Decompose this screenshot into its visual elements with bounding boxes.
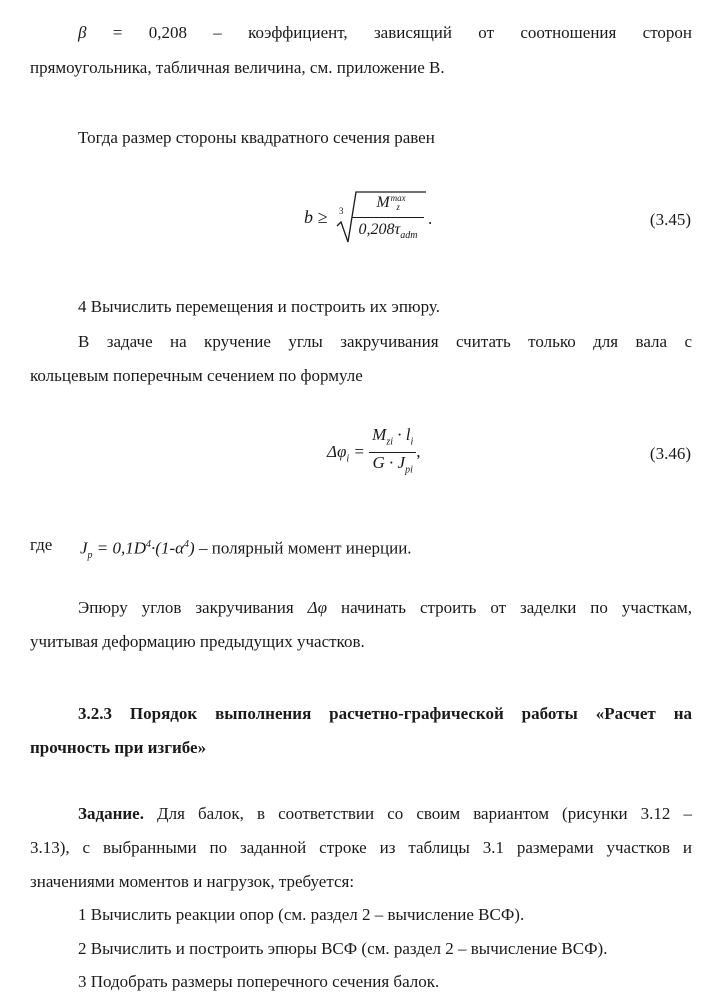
where-label: где: [30, 535, 53, 554]
moment-symbol: M: [372, 425, 387, 444]
list-item: 3 Подобрать размеры поперечного сечения балок.: [78, 972, 440, 991]
text-line: прямоугольника, табличная величина, см. приложение В.: [30, 58, 445, 77]
moment-symbol: M: [376, 194, 390, 211]
list-item: 1 Вычислить реакции опор (см. раздел 2 – вычисление ВСФ).: [78, 905, 525, 924]
equation-lhs: b ≥: [304, 207, 328, 227]
text-span: Эпюру углов закручивания: [78, 598, 308, 617]
equation-tail: .: [428, 209, 433, 228]
equation-tail: ,: [416, 441, 421, 461]
list-item: 2 Вычислить и построить эпюры ВСФ (см. раздел 2 – вычисление ВСФ).: [78, 939, 608, 958]
denominator-text: 0,208τ: [358, 221, 401, 238]
delta-phi: Δφ: [327, 441, 347, 461]
text-line: 3.13), с выбранными по заданной строке из таблицы 3.1 размерами участков и: [30, 838, 692, 857]
equation-number: (3.46): [649, 444, 691, 463]
superscript: max: [390, 193, 406, 203]
subscript: z: [396, 202, 400, 212]
fraction-numerator: [369, 426, 416, 453]
text-line: Тогда размер стороны квадратного сечения равен: [78, 128, 435, 147]
subscript: pi: [405, 464, 413, 476]
delta-phi-symbol: Δφ: [307, 598, 328, 617]
where-line: [30, 534, 692, 562]
text-line: кольцевым поперечным сечением по формуле: [30, 366, 363, 385]
fraction-denominator: [346, 221, 430, 241]
subscript: i: [410, 436, 414, 448]
text-span: Для балок, в соответствии со своим вариантом (рисунки 3.12 –: [143, 804, 692, 823]
equation-3-46: [327, 426, 421, 480]
text-line: 4 Вычислить перемещения и построить их эпюру.: [78, 297, 440, 316]
beta-symbol: β: [78, 23, 87, 42]
where-formula: [80, 534, 412, 567]
jp-symbol: J: [80, 538, 88, 558]
fraction: [369, 426, 416, 480]
formula-text: = 0,1D: [92, 538, 147, 558]
length-symbol: · l: [393, 425, 411, 444]
fraction-bar: [352, 217, 424, 218]
text-line: учитывая деформацию предыдущих участков.: [30, 632, 365, 651]
equation-number: (3.45): [649, 210, 691, 229]
equals: =: [349, 441, 365, 461]
fraction-numerator: [356, 194, 426, 212]
subscript: adm: [400, 230, 418, 242]
subscript: i: [346, 453, 350, 465]
task-label: Задание.: [78, 804, 144, 823]
formula-text: ·(1-α: [151, 538, 185, 558]
equation-lhs: [327, 441, 365, 465]
text-line: значениями моментов и нагрузок, требуется:: [30, 872, 355, 891]
section-heading-cont: прочность при изгибе»: [30, 738, 207, 757]
superscript: 4: [146, 539, 152, 550]
text-span: = 0,208 – коэффициент, зависящий от соотношения сторон: [86, 23, 692, 42]
formula-text: ): [189, 538, 195, 558]
denominator-text: G · J: [372, 453, 406, 473]
text-span: начинать строить от заделки по участкам,: [327, 598, 692, 617]
fraction-denominator: [370, 453, 416, 479]
root-index: 3: [339, 206, 344, 216]
text-line: В задаче на кручение углы закручивания считать только для вала с: [78, 332, 692, 351]
subscript: zi: [386, 436, 393, 448]
section-heading: 3.2.3 Порядок выполнения расчетно-графической работы «Расчет на: [78, 704, 692, 723]
superscript: 4: [184, 539, 190, 550]
text-line: [78, 22, 692, 44]
text-line: [78, 803, 692, 825]
formula-description: – полярный момент инерции.: [194, 538, 412, 558]
text-line: [78, 597, 692, 619]
subscript: p: [87, 550, 93, 562]
